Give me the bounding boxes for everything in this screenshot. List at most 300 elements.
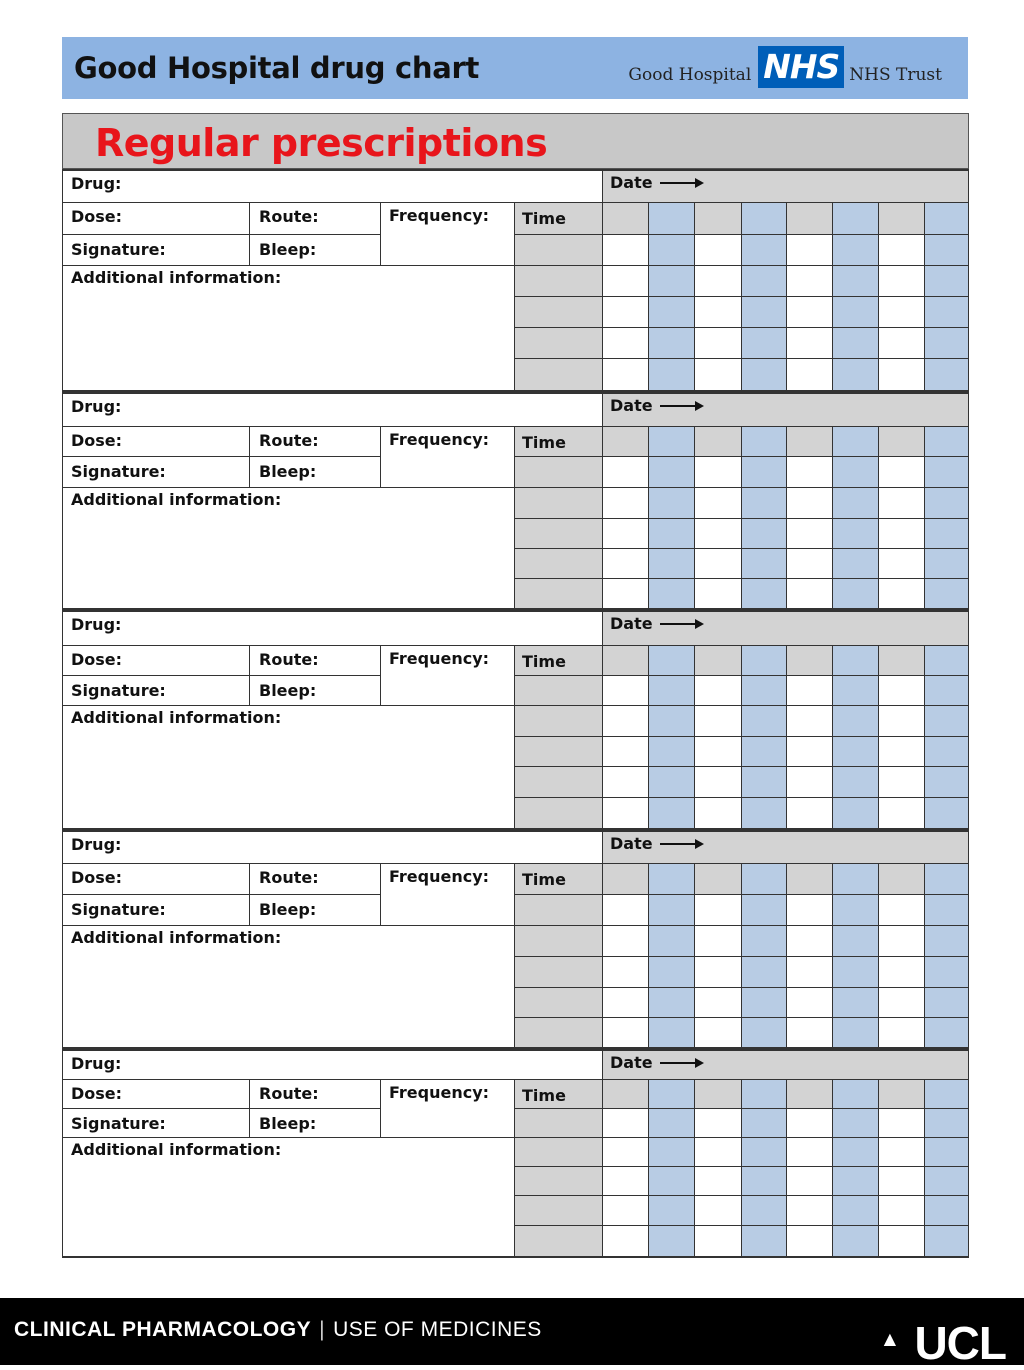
administration-cell[interactable]: [786, 265, 832, 296]
additional-info-label: Additional information:: [71, 928, 282, 947]
administration-cell[interactable]: [694, 548, 741, 578]
administration-cell[interactable]: [741, 925, 786, 956]
administration-cell[interactable]: [878, 487, 924, 518]
administration-cell[interactable]: [694, 358, 741, 390]
administration-cell[interactable]: [741, 894, 786, 925]
administration-cell[interactable]: [832, 1137, 878, 1166]
date-entry-cell[interactable]: [602, 426, 648, 456]
administration-cell[interactable]: [648, 296, 694, 327]
time-entry-cell[interactable]: [514, 487, 602, 518]
time-entry-cell[interactable]: [514, 956, 602, 987]
date-entry-cell[interactable]: [924, 645, 969, 675]
administration-cell[interactable]: [602, 736, 648, 766]
date-entry-cell[interactable]: [602, 202, 648, 234]
time-entry-cell[interactable]: [514, 675, 602, 705]
administration-cell[interactable]: [786, 987, 832, 1017]
administration-cell[interactable]: [602, 956, 648, 987]
administration-cell[interactable]: [741, 736, 786, 766]
date-header-cell: [602, 1049, 969, 1079]
date-entry-cell[interactable]: [741, 1079, 786, 1108]
date-entry-cell[interactable]: [694, 202, 741, 234]
time-entry-cell[interactable]: [514, 358, 602, 390]
administration-cell[interactable]: [832, 1195, 878, 1225]
administration-cell[interactable]: [602, 675, 648, 705]
administration-cell[interactable]: [924, 487, 969, 518]
administration-cell[interactable]: [648, 1137, 694, 1166]
administration-cell[interactable]: [602, 987, 648, 1017]
administration-cell[interactable]: [602, 234, 648, 265]
date-entry-cell[interactable]: [648, 863, 694, 894]
administration-cell[interactable]: [832, 675, 878, 705]
administration-cell[interactable]: [602, 487, 648, 518]
grid-line: [832, 426, 833, 608]
administration-cell[interactable]: [832, 797, 878, 828]
time-entry-cell[interactable]: [514, 578, 602, 608]
date-entry-cell[interactable]: [694, 863, 741, 894]
administration-cell[interactable]: [924, 705, 969, 736]
time-entry-cell[interactable]: [514, 1225, 602, 1256]
administration-cell[interactable]: [694, 265, 741, 296]
administration-cell[interactable]: [648, 766, 694, 797]
grid-line: [786, 645, 787, 828]
administration-cell[interactable]: [648, 894, 694, 925]
administration-cell[interactable]: [694, 987, 741, 1017]
administration-cell[interactable]: [832, 1166, 878, 1195]
administration-cell[interactable]: [786, 578, 832, 608]
date-entry-cell[interactable]: [832, 426, 878, 456]
date-entry-cell[interactable]: [602, 1079, 648, 1108]
date-entry-cell[interactable]: [648, 202, 694, 234]
administration-cell[interactable]: [924, 1137, 969, 1166]
time-entry-cell[interactable]: [514, 234, 602, 265]
date-entry-cell[interactable]: [878, 202, 924, 234]
administration-cell[interactable]: [832, 234, 878, 265]
administration-cell[interactable]: [786, 956, 832, 987]
date-entry-cell[interactable]: [878, 645, 924, 675]
administration-cell[interactable]: [786, 1137, 832, 1166]
administration-cell[interactable]: [694, 705, 741, 736]
time-entry-cell[interactable]: [514, 456, 602, 487]
administration-cell[interactable]: [924, 894, 969, 925]
administration-cell[interactable]: [832, 265, 878, 296]
administration-cell[interactable]: [878, 578, 924, 608]
administration-cell[interactable]: [924, 578, 969, 608]
administration-cell[interactable]: [694, 518, 741, 548]
administration-cell[interactable]: [878, 766, 924, 797]
date-entry-cell[interactable]: [786, 202, 832, 234]
administration-cell[interactable]: [832, 894, 878, 925]
administration-cell[interactable]: [602, 797, 648, 828]
administration-cell[interactable]: [648, 736, 694, 766]
administration-cell[interactable]: [924, 518, 969, 548]
administration-cell[interactable]: [786, 296, 832, 327]
administration-cell[interactable]: [832, 548, 878, 578]
administration-cell[interactable]: [832, 487, 878, 518]
administration-cell[interactable]: [741, 1017, 786, 1047]
administration-cell[interactable]: [786, 1195, 832, 1225]
footer: [0, 1298, 1024, 1369]
administration-cell[interactable]: [602, 456, 648, 487]
date-entry-cell[interactable]: [832, 645, 878, 675]
grid-line: [878, 645, 879, 828]
administration-cell[interactable]: [924, 1166, 969, 1195]
administration-cell[interactable]: [924, 456, 969, 487]
administration-cell[interactable]: [694, 1108, 741, 1137]
grid-line: [741, 863, 742, 1047]
administration-cell[interactable]: [832, 956, 878, 987]
administration-cell[interactable]: [878, 1108, 924, 1137]
administration-cell[interactable]: [741, 456, 786, 487]
administration-cell[interactable]: [741, 797, 786, 828]
administration-cell[interactable]: [648, 358, 694, 390]
administration-cell[interactable]: [694, 956, 741, 987]
administration-cell[interactable]: [924, 548, 969, 578]
administration-cell[interactable]: [694, 736, 741, 766]
date-entry-cell[interactable]: [832, 202, 878, 234]
administration-cell[interactable]: [602, 766, 648, 797]
date-entry-cell[interactable]: [602, 863, 648, 894]
administration-cell[interactable]: [832, 456, 878, 487]
administration-cell[interactable]: [786, 456, 832, 487]
administration-cell[interactable]: [648, 234, 694, 265]
administration-cell[interactable]: [648, 797, 694, 828]
administration-cell[interactable]: [832, 518, 878, 548]
form-line: [62, 645, 514, 646]
administration-cell[interactable]: [648, 705, 694, 736]
time-entry-cell[interactable]: [514, 548, 602, 578]
date-entry-cell[interactable]: [786, 1079, 832, 1108]
frequency-label: Frequency:: [389, 206, 490, 225]
administration-cell[interactable]: [878, 265, 924, 296]
administration-cell[interactable]: [602, 894, 648, 925]
administration-cell[interactable]: [694, 456, 741, 487]
administration-cell[interactable]: [648, 1017, 694, 1047]
administration-cell[interactable]: [832, 1108, 878, 1137]
administration-cell[interactable]: [741, 987, 786, 1017]
time-entry-cell[interactable]: [514, 987, 602, 1017]
administration-cell[interactable]: [832, 925, 878, 956]
date-entry-cell[interactable]: [741, 202, 786, 234]
administration-cell[interactable]: [786, 797, 832, 828]
administration-cell[interactable]: [786, 487, 832, 518]
administration-cell[interactable]: [694, 1137, 741, 1166]
administration-cell[interactable]: [786, 736, 832, 766]
administration-cell[interactable]: [602, 548, 648, 578]
administration-cell[interactable]: [648, 265, 694, 296]
date-entry-cell[interactable]: [648, 426, 694, 456]
administration-cell[interactable]: [924, 296, 969, 327]
administration-cell[interactable]: [602, 1017, 648, 1047]
administration-cell[interactable]: [924, 1017, 969, 1047]
time-entry-cell[interactable]: [514, 1108, 602, 1137]
administration-cell[interactable]: [694, 296, 741, 327]
administration-cell[interactable]: [741, 487, 786, 518]
administration-cell[interactable]: [878, 797, 924, 828]
administration-cell[interactable]: [786, 705, 832, 736]
date-entry-cell[interactable]: [648, 1079, 694, 1108]
time-entry-cell[interactable]: [514, 1166, 602, 1195]
date-entry-cell[interactable]: [694, 426, 741, 456]
trust-suffix: NHS Trust: [849, 65, 942, 85]
administration-cell[interactable]: [878, 234, 924, 265]
administration-cell[interactable]: [648, 327, 694, 358]
time-label: Time: [522, 870, 566, 889]
date-entry-cell[interactable]: [741, 645, 786, 675]
time-entry-cell[interactable]: [514, 797, 602, 828]
date-entry-cell[interactable]: [786, 645, 832, 675]
date-entry-cell[interactable]: [832, 1079, 878, 1108]
form-line: [62, 487, 514, 488]
administration-cell[interactable]: [786, 894, 832, 925]
signature-label: Signature:: [71, 462, 166, 481]
date-entry-cell[interactable]: [786, 426, 832, 456]
administration-cell[interactable]: [694, 894, 741, 925]
administration-cell[interactable]: [648, 518, 694, 548]
administration-cell[interactable]: [741, 705, 786, 736]
administration-cell[interactable]: [602, 265, 648, 296]
administration-cell[interactable]: [741, 675, 786, 705]
administration-cell[interactable]: [786, 548, 832, 578]
date-entry-cell[interactable]: [694, 645, 741, 675]
administration-cell[interactable]: [602, 327, 648, 358]
date-entry-cell[interactable]: [741, 426, 786, 456]
grid-line: [924, 426, 925, 608]
bleep-label: Bleep:: [259, 240, 317, 259]
administration-cell[interactable]: [694, 766, 741, 797]
grid-line: [62, 610, 969, 612]
administration-cell[interactable]: [832, 1225, 878, 1256]
trust-prefix: Good Hospital: [628, 65, 752, 85]
administration-cell[interactable]: [878, 956, 924, 987]
time-entry-cell[interactable]: [514, 1137, 602, 1166]
administration-cell[interactable]: [878, 1166, 924, 1195]
administration-cell[interactable]: [602, 518, 648, 548]
administration-cell[interactable]: [786, 327, 832, 358]
administration-cell[interactable]: [878, 518, 924, 548]
administration-cell[interactable]: [648, 1108, 694, 1137]
administration-cell[interactable]: [694, 1225, 741, 1256]
administration-cell[interactable]: [878, 987, 924, 1017]
grid-line: [514, 894, 969, 895]
administration-cell[interactable]: [786, 518, 832, 548]
administration-cell[interactable]: [741, 1195, 786, 1225]
administration-cell[interactable]: [694, 487, 741, 518]
administration-cell[interactable]: [602, 705, 648, 736]
time-entry-cell[interactable]: [514, 1195, 602, 1225]
administration-cell[interactable]: [741, 548, 786, 578]
administration-cell[interactable]: [786, 1225, 832, 1256]
grid-line: [741, 202, 742, 390]
administration-cell[interactable]: [832, 1017, 878, 1047]
administration-cell[interactable]: [602, 358, 648, 390]
grid-line: [514, 1017, 969, 1018]
administration-cell[interactable]: [786, 1166, 832, 1195]
administration-cell[interactable]: [878, 548, 924, 578]
administration-cell[interactable]: [741, 1225, 786, 1256]
administration-cell[interactable]: [924, 766, 969, 797]
grid-line: [648, 863, 649, 1047]
administration-cell[interactable]: [741, 327, 786, 358]
administration-cell[interactable]: [741, 1137, 786, 1166]
administration-cell[interactable]: [741, 956, 786, 987]
administration-cell[interactable]: [741, 1166, 786, 1195]
administration-cell[interactable]: [648, 487, 694, 518]
time-entry-cell[interactable]: [514, 518, 602, 548]
administration-cell[interactable]: [924, 234, 969, 265]
administration-cell[interactable]: [694, 925, 741, 956]
administration-cell[interactable]: [832, 736, 878, 766]
administration-cell[interactable]: [924, 327, 969, 358]
administration-cell[interactable]: [832, 296, 878, 327]
form-line: [62, 1108, 380, 1109]
time-entry-cell[interactable]: [514, 327, 602, 358]
administration-cell[interactable]: [924, 358, 969, 390]
administration-cell[interactable]: [741, 766, 786, 797]
administration-cell[interactable]: [648, 987, 694, 1017]
time-entry-cell[interactable]: [514, 296, 602, 327]
grid-line: [832, 202, 833, 390]
administration-cell[interactable]: [878, 736, 924, 766]
administration-cell[interactable]: [602, 1225, 648, 1256]
administration-cell[interactable]: [832, 327, 878, 358]
administration-cell[interactable]: [878, 894, 924, 925]
time-entry-cell[interactable]: [514, 1017, 602, 1047]
administration-cell[interactable]: [786, 766, 832, 797]
administration-cell[interactable]: [878, 1017, 924, 1047]
administration-cell[interactable]: [648, 1166, 694, 1195]
date-entry-cell[interactable]: [924, 863, 969, 894]
date-entry-cell[interactable]: [878, 426, 924, 456]
administration-cell[interactable]: [786, 1017, 832, 1047]
administration-cell[interactable]: [832, 578, 878, 608]
administration-cell[interactable]: [878, 1195, 924, 1225]
administration-cell[interactable]: [786, 234, 832, 265]
time-entry-cell[interactable]: [514, 894, 602, 925]
form-line: [62, 1137, 514, 1138]
form-line: [62, 265, 514, 266]
administration-cell[interactable]: [924, 1195, 969, 1225]
date-entry-cell[interactable]: [832, 863, 878, 894]
administration-cell[interactable]: [694, 1166, 741, 1195]
administration-cell[interactable]: [741, 518, 786, 548]
administration-cell[interactable]: [878, 327, 924, 358]
administration-cell[interactable]: [878, 925, 924, 956]
administration-cell[interactable]: [694, 578, 741, 608]
date-entry-cell[interactable]: [924, 202, 969, 234]
administration-cell[interactable]: [602, 1195, 648, 1225]
administration-cell[interactable]: [786, 1108, 832, 1137]
date-entry-cell[interactable]: [878, 1079, 924, 1108]
administration-cell[interactable]: [832, 358, 878, 390]
administration-cell[interactable]: [602, 1108, 648, 1137]
administration-cell[interactable]: [694, 1017, 741, 1047]
date-entry-cell[interactable]: [694, 1079, 741, 1108]
grid-line: [249, 863, 250, 925]
date-entry-cell[interactable]: [786, 863, 832, 894]
administration-cell[interactable]: [832, 766, 878, 797]
administration-cell[interactable]: [602, 1137, 648, 1166]
administration-cell[interactable]: [878, 358, 924, 390]
time-entry-cell[interactable]: [514, 705, 602, 736]
date-entry-cell[interactable]: [924, 426, 969, 456]
administration-cell[interactable]: [602, 296, 648, 327]
administration-cell[interactable]: [878, 296, 924, 327]
time-entry-cell[interactable]: [514, 736, 602, 766]
administration-cell[interactable]: [832, 987, 878, 1017]
administration-cell[interactable]: [878, 1225, 924, 1256]
administration-cell[interactable]: [924, 1225, 969, 1256]
date-entry-cell[interactable]: [648, 645, 694, 675]
administration-cell[interactable]: [694, 797, 741, 828]
administration-cell[interactable]: [741, 234, 786, 265]
administration-cell[interactable]: [741, 265, 786, 296]
administration-cell[interactable]: [924, 736, 969, 766]
date-entry-cell[interactable]: [878, 863, 924, 894]
administration-cell[interactable]: [878, 456, 924, 487]
administration-cell[interactable]: [924, 987, 969, 1017]
administration-cell[interactable]: [648, 956, 694, 987]
grid-line: [602, 1049, 603, 1256]
grid-line: [62, 830, 63, 1047]
drug-label: Drug:: [71, 1054, 122, 1073]
administration-cell[interactable]: [786, 675, 832, 705]
administration-cell[interactable]: [648, 456, 694, 487]
administration-cell[interactable]: [602, 925, 648, 956]
administration-cell[interactable]: [741, 1108, 786, 1137]
administration-cell[interactable]: [786, 925, 832, 956]
administration-cell[interactable]: [694, 327, 741, 358]
administration-cell[interactable]: [648, 1225, 694, 1256]
frequency-label: Frequency:: [389, 1083, 490, 1102]
administration-cell[interactable]: [741, 296, 786, 327]
administration-cell[interactable]: [924, 797, 969, 828]
date-entry-cell[interactable]: [924, 1079, 969, 1108]
administration-cell[interactable]: [648, 548, 694, 578]
administration-cell[interactable]: [694, 1195, 741, 1225]
administration-cell[interactable]: [694, 675, 741, 705]
date-entry-cell[interactable]: [602, 645, 648, 675]
administration-cell[interactable]: [832, 705, 878, 736]
administration-cell[interactable]: [878, 1137, 924, 1166]
administration-cell[interactable]: [924, 675, 969, 705]
administration-cell[interactable]: [878, 675, 924, 705]
administration-cell[interactable]: [786, 358, 832, 390]
date-entry-cell[interactable]: [741, 863, 786, 894]
drug-label: Drug:: [71, 397, 122, 416]
administration-cell[interactable]: [924, 265, 969, 296]
grid-line: [968, 610, 969, 828]
grid-line: [514, 265, 969, 266]
administration-cell[interactable]: [741, 578, 786, 608]
administration-cell[interactable]: [741, 358, 786, 390]
time-entry-cell[interactable]: [514, 265, 602, 296]
administration-cell[interactable]: [878, 705, 924, 736]
administration-cell[interactable]: [648, 925, 694, 956]
form-line: [62, 675, 380, 676]
administration-cell[interactable]: [694, 234, 741, 265]
administration-cell[interactable]: [924, 1108, 969, 1137]
administration-cell[interactable]: [602, 1166, 648, 1195]
administration-cell[interactable]: [602, 578, 648, 608]
administration-cell[interactable]: [648, 578, 694, 608]
time-entry-cell[interactable]: [514, 766, 602, 797]
administration-cell[interactable]: [648, 675, 694, 705]
additional-info-label: Additional information:: [71, 1140, 282, 1159]
administration-cell[interactable]: [924, 925, 969, 956]
time-entry-cell[interactable]: [514, 925, 602, 956]
administration-cell[interactable]: [648, 1195, 694, 1225]
administration-cell[interactable]: [924, 956, 969, 987]
